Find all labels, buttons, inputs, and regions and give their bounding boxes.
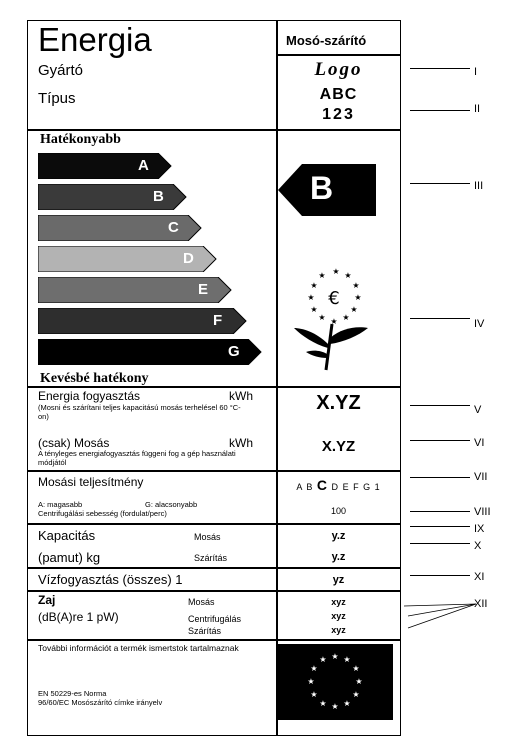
callout-line <box>410 183 470 184</box>
performance-scale-g: G <box>363 482 372 492</box>
svg-text:★: ★ <box>352 664 360 673</box>
performance-divider <box>27 523 401 525</box>
scale-top-label: Hatékonyabb <box>40 132 121 147</box>
water-marker: 1 <box>175 572 183 587</box>
performance-scale-e: E <box>342 482 350 492</box>
performance-scale-selected: C <box>316 477 329 493</box>
noise-label: Zaj <box>38 593 56 607</box>
water-value: yz <box>332 574 345 586</box>
svg-text:€: € <box>328 288 340 309</box>
callout-line <box>410 110 470 111</box>
eu-ecolabel-flower-icon <box>290 262 370 372</box>
efficiency-bar-e <box>38 277 232 302</box>
svg-text:★: ★ <box>307 293 315 302</box>
footer-directive: 96/60/EC Mosószárító címke irányelv <box>38 698 163 707</box>
callout-line <box>410 477 470 478</box>
capacity-label: Kapacitás <box>38 528 96 543</box>
callout-line <box>410 543 470 544</box>
callout-line <box>410 440 470 441</box>
performance-high-label: A: magasabb <box>38 500 83 509</box>
svg-text:★: ★ <box>307 677 315 686</box>
svg-text:★: ★ <box>352 281 360 290</box>
callout-label: VI <box>474 437 485 449</box>
manufacturer-label: Gyártó <box>38 62 84 79</box>
svg-text:★: ★ <box>310 281 318 290</box>
wash-energy-label: (csak) Mosás <box>38 436 110 450</box>
energy-label: Energia fogyasztás <box>38 389 141 403</box>
svg-text:★: ★ <box>344 271 352 280</box>
callout-label: II <box>474 103 481 115</box>
efficiency-bar-letter: A <box>138 157 149 174</box>
svg-text:★: ★ <box>331 652 339 661</box>
noise-spin-value: xyz <box>331 611 346 621</box>
scale-bottom-label: Kevésbé hatékony <box>40 371 149 386</box>
efficiency-bar-letter: G <box>228 343 240 360</box>
eu-flag-icon <box>278 644 393 720</box>
performance-scale-b: B <box>306 482 314 492</box>
wash-energy-value: X.YZ <box>321 438 356 455</box>
manufacturer-logo: Logo <box>314 59 363 80</box>
performance-label: Mosási teljesítmény <box>38 475 144 489</box>
noise-wash-value: xyz <box>331 597 346 607</box>
callout-line <box>410 68 470 69</box>
svg-text:★: ★ <box>310 664 318 673</box>
efficiency-bar-letter: F <box>213 312 223 329</box>
callout-label: XI <box>474 571 485 583</box>
performance-scale <box>276 477 401 493</box>
efficiency-bar-letter: B <box>153 188 164 205</box>
scale-top-divider <box>27 129 401 131</box>
energy-value: X.YZ <box>316 392 361 414</box>
capacity-dry-value: y.z <box>331 551 346 563</box>
noise-dry-label: Szárítás <box>188 626 222 636</box>
svg-text:★: ★ <box>319 655 327 664</box>
performance-scale-a: A <box>296 482 303 492</box>
efficiency-bar-g <box>38 339 262 364</box>
appliance-type: Mosó-szárító <box>286 33 367 48</box>
header-divider <box>276 54 401 56</box>
performance-scale-d: D <box>331 482 340 492</box>
svg-text:★: ★ <box>343 655 351 664</box>
efficiency-bar-letter: D <box>183 250 194 267</box>
callout-xii-lines <box>400 598 480 638</box>
scale-bottom-divider <box>27 386 401 388</box>
model-line-2: 123 <box>322 106 355 123</box>
svg-text:★: ★ <box>342 313 350 322</box>
capacity-wash-value: y.z <box>331 530 346 542</box>
capacity-wash-label: Mosás <box>194 532 221 542</box>
callout-label: IV <box>474 318 485 330</box>
callout-line <box>410 318 470 319</box>
performance-scale-f: F <box>353 482 360 492</box>
callout-label: III <box>474 180 484 192</box>
svg-text:★: ★ <box>354 293 362 302</box>
label-title: Energia <box>38 21 152 58</box>
model-label: Típus <box>38 90 76 107</box>
rating-arrow <box>278 164 378 216</box>
noise-wash-label: Mosás <box>188 597 215 607</box>
svg-text:★: ★ <box>343 699 351 708</box>
callout-label: I <box>474 66 478 78</box>
callout-label: XII <box>474 598 488 610</box>
footer-norm: EN 50229-es Norma <box>38 689 107 698</box>
rating-letter: B <box>310 170 334 206</box>
water-label-text: Vízfogyasztás (összes) <box>38 572 172 587</box>
efficiency-bar-f <box>38 308 247 333</box>
water-divider <box>27 590 401 592</box>
noise-divider <box>27 639 401 641</box>
capacity-dry-label: Szárítás <box>194 553 228 563</box>
callout-label: V <box>474 404 482 416</box>
callout-line <box>410 405 470 406</box>
energy-divider <box>27 470 401 472</box>
svg-text:★: ★ <box>310 305 318 314</box>
noise-sublabel: (dB(A)re 1 pW) <box>38 610 119 624</box>
efficiency-bar-letter: E <box>198 281 209 298</box>
callout-line <box>410 511 470 512</box>
efficiency-bar-d <box>38 246 217 271</box>
efficiency-bar-a <box>38 153 172 178</box>
svg-text:★: ★ <box>330 317 338 326</box>
svg-text:★: ★ <box>355 677 363 686</box>
energy-unit: kWh <box>229 389 253 403</box>
efficiency-bar-c <box>38 215 202 240</box>
spin-speed-value: 100 <box>330 506 347 516</box>
svg-text:★: ★ <box>352 690 360 699</box>
callout-line <box>410 526 470 527</box>
svg-text:★: ★ <box>318 271 326 280</box>
svg-text:★: ★ <box>318 313 326 322</box>
performance-scale-suffix: 1 <box>374 482 381 492</box>
callout-label: IX <box>474 523 485 535</box>
callout-line <box>410 575 470 576</box>
svg-text:★: ★ <box>350 305 358 314</box>
capacity-divider <box>27 567 401 569</box>
noise-dry-value: xyz <box>331 625 346 635</box>
efficiency-bar-b <box>38 184 187 209</box>
svg-text:★: ★ <box>332 267 340 276</box>
efficiency-bar-letter: C <box>168 219 179 236</box>
capacity-sublabel: (pamut) kg <box>38 550 101 565</box>
water-label <box>38 572 183 587</box>
wash-energy-unit: kWh <box>229 436 253 450</box>
footer-info: További információt a termék ismertstok tartalmaznak <box>38 643 239 653</box>
energy-note: (Mosni és szárítani teljes kapacitású mosás terhelésel 60 °C-on) <box>38 403 241 421</box>
svg-text:★: ★ <box>310 690 318 699</box>
performance-low-label: G: alacsonyabb <box>145 500 198 509</box>
callout-label: X <box>474 540 482 552</box>
model-line-1: ABC <box>319 86 358 103</box>
spin-speed-label: Centrifugálási sebesség (fordulat/perc) <box>38 509 167 518</box>
noise-spin-label: Centrifugálás <box>188 614 242 624</box>
svg-text:★: ★ <box>319 699 327 708</box>
callout-label: VII <box>474 471 488 483</box>
svg-text:★: ★ <box>331 702 339 711</box>
wash-energy-note: A tényleges energiafogyasztás függeni fog a gép használati módjától <box>38 449 236 467</box>
callout-label: VIII <box>474 506 491 518</box>
